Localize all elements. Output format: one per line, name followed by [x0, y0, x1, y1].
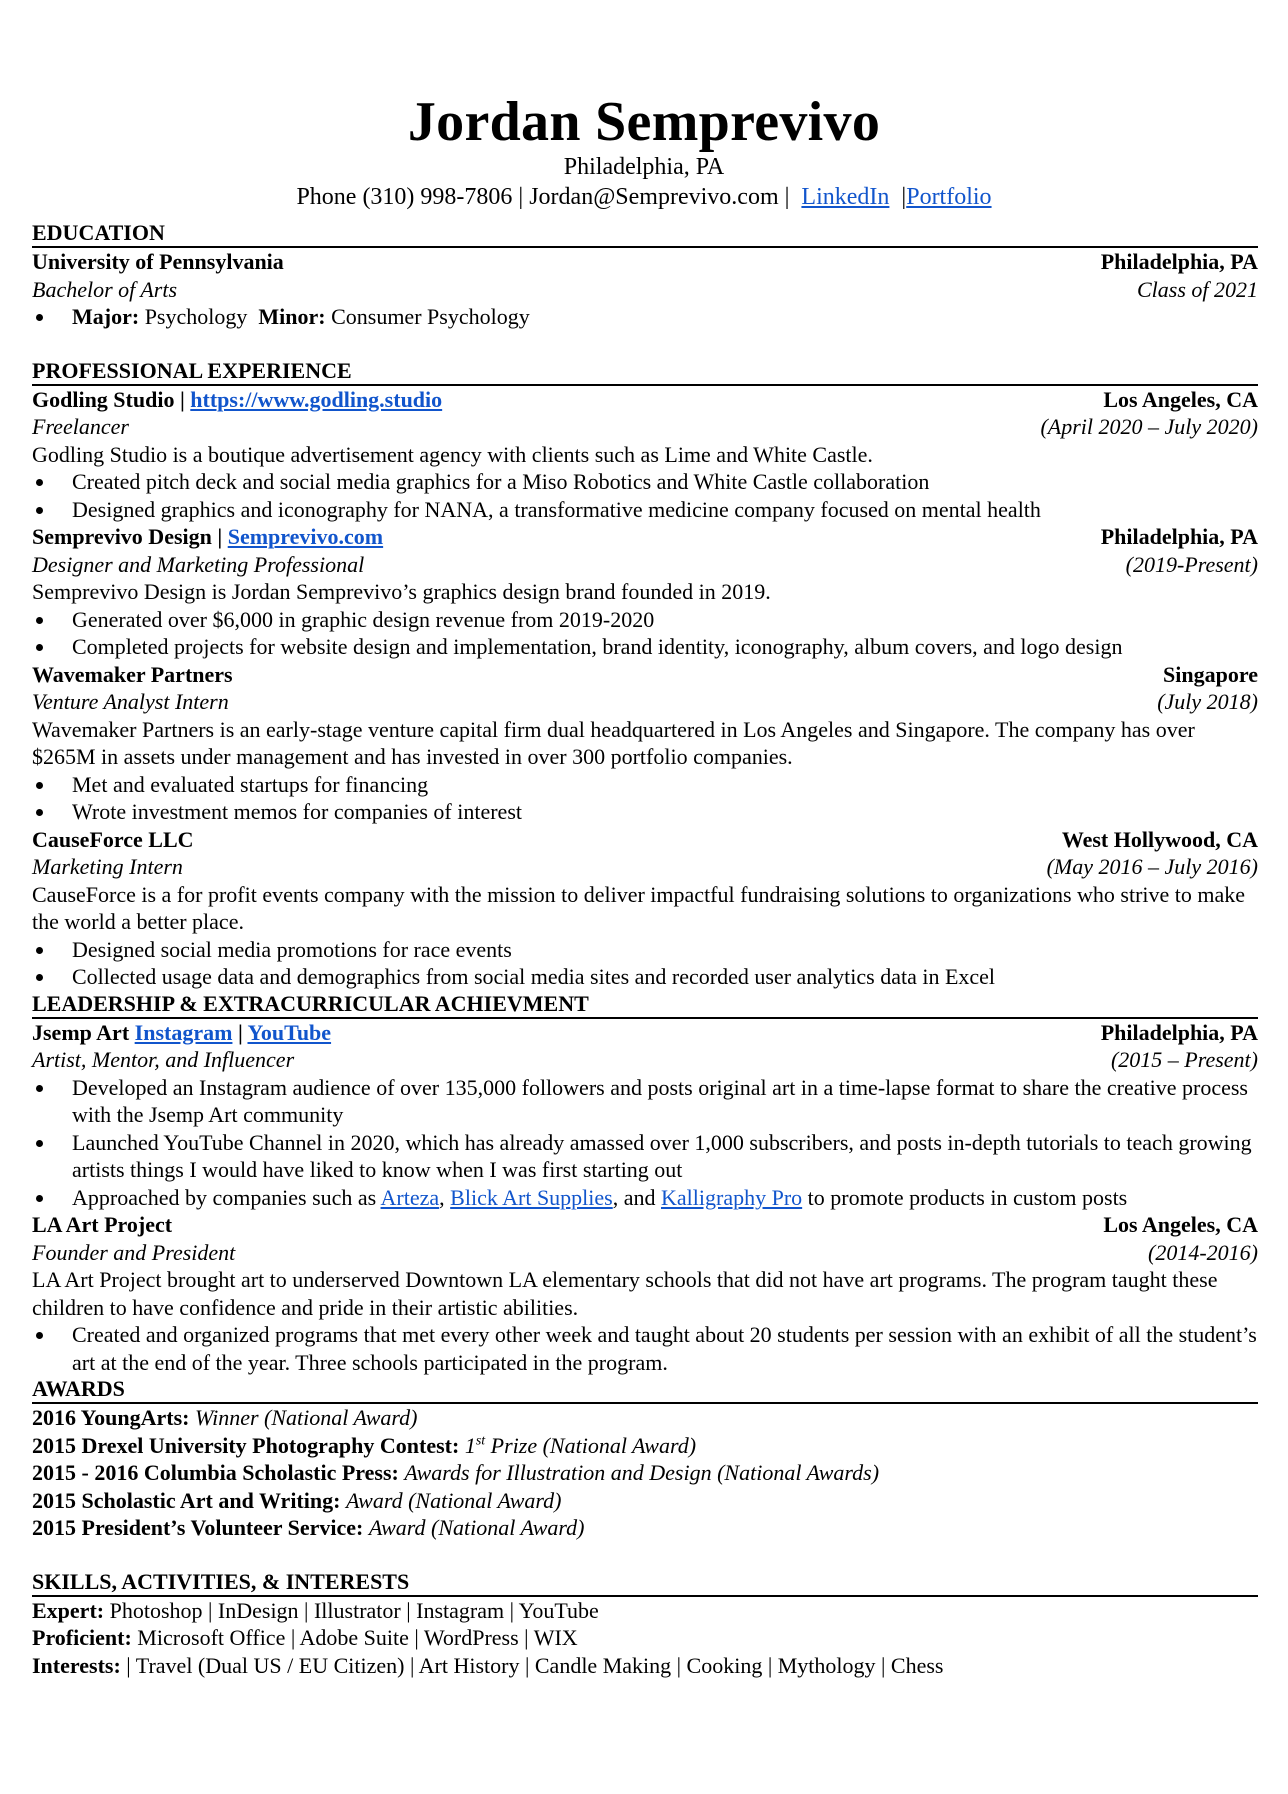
job-dates: (April 2020 – July 2020) — [1040, 414, 1258, 439]
degree: Bachelor of Arts — [32, 276, 178, 302]
job-org-name: Godling Studio | — [32, 386, 185, 412]
bullet-text: Completed projects for website design and implementation, brand identity, iconography, album covers, and logo design — [72, 634, 1123, 659]
job-role-row — [32, 551, 1258, 579]
job-role: Designer and Marketing Professional — [32, 551, 365, 577]
job-role: Venture Analyst Intern — [32, 689, 229, 714]
linkedin-link[interactable]: LinkedIn — [801, 184, 890, 210]
list-item — [32, 798, 1258, 826]
leadership-role-row — [32, 1239, 1258, 1267]
award-name: 2015 Drexel University Photography Contest: — [32, 1432, 460, 1458]
bullet-text: Generated over $6,000 in graphic design revenue from 2019-2020 — [72, 606, 655, 632]
leadership-dates: (2014-2016) — [1148, 1239, 1258, 1265]
section-title-education: EDUCATION — [32, 220, 1258, 248]
leadership-org — [32, 1019, 331, 1047]
list-item — [32, 1184, 1258, 1212]
award-name: 2015 Scholastic Art and Writing: — [32, 1487, 341, 1513]
leadership-header-row — [32, 1211, 1258, 1239]
bullet-text: , and — [612, 1184, 656, 1210]
list-item — [32, 1129, 1258, 1184]
list-item — [32, 936, 1258, 964]
bullet-text: Designed graphics and iconography for NANA, a transformative medicine company focused on mental health — [72, 496, 1041, 522]
job-entry — [32, 661, 1258, 826]
skills-proficient-label: Proficient: — [32, 1625, 132, 1650]
link-separator: | — [237, 1019, 243, 1045]
bullet-text: Launched YouTube Channel in 2020, which has already amassed over 1,000 subscribers, and posts in-depth tutorials to teach growing artists things I would have liked to know when I was first starting out — [72, 1129, 1252, 1182]
leadership-bullets — [32, 1074, 1258, 1212]
skills-interests-label: Interests: — [32, 1652, 121, 1678]
award-detail: Award (National Award) — [345, 1487, 562, 1513]
list-item — [32, 963, 1258, 991]
job-org-link[interactable]: Semprevivo.com — [227, 524, 384, 549]
job-header-row — [32, 661, 1258, 689]
resume-header — [0, 0, 1288, 212]
award-item — [32, 1514, 1258, 1542]
job-role: Marketing Intern — [32, 854, 183, 879]
skills-interests-value: | Travel (Dual US / EU Citizen) | Art History | Candle Making | Cooking | Mythology | Chess — [126, 1652, 944, 1678]
award-detail — [465, 1433, 696, 1458]
education-bullets — [32, 303, 1258, 331]
job-entry — [32, 386, 1258, 524]
leadership-entry-la — [32, 1211, 1258, 1376]
job-location: Singapore — [1163, 661, 1258, 687]
leadership-description: LA Art Project brought art to underserved Downtown LA elementary schools that did not have art programs. The program taught these children to have confidence and pride in their artistic abilities. — [32, 1267, 1218, 1320]
award-detail: Winner (National Award) — [194, 1405, 418, 1430]
blick-link[interactable]: Blick Art Supplies — [450, 1184, 613, 1210]
minor-label: Minor: — [258, 304, 326, 329]
job-dates: (May 2016 – July 2016) — [1046, 854, 1258, 879]
bullet-text: Designed social media promotions for race events — [72, 936, 512, 962]
bullet-text: Collected usage data and demographics from social media sites and recorded user analytics data in Excel — [72, 964, 996, 989]
bullet-text: to promote products in custom posts — [807, 1184, 1128, 1210]
job-bullets — [32, 468, 1258, 523]
award-item — [32, 1404, 1258, 1432]
bullet-text: , — [439, 1184, 445, 1210]
skills-expert — [32, 1597, 1258, 1625]
job-description: Semprevivo Design is Jordan Semprevivo’s graphics design brand founded in 2019. — [32, 579, 771, 604]
job-location: Los Angeles, CA — [1103, 386, 1258, 412]
award-item — [32, 1432, 1258, 1460]
skills-expert-value: Photoshop | InDesign | Illustrator | Instagram | YouTube — [109, 1597, 599, 1623]
minor-value: Consumer Psychology — [331, 304, 530, 329]
section-title-awards: AWARDS — [32, 1376, 1258, 1404]
contact-details: Phone (310) 998-7806 | Jordan@Semprevivo.com | — [296, 184, 790, 210]
award-name: 2016 YoungArts: — [32, 1405, 190, 1430]
leadership-header-row — [32, 1019, 1258, 1047]
education-degree-row — [32, 276, 1258, 304]
skills-expert-label: Expert: — [32, 1597, 105, 1623]
leadership-location: Philadelphia, PA — [1100, 1019, 1258, 1045]
list-item — [32, 1074, 1258, 1129]
skills-proficient — [32, 1624, 1258, 1652]
job-bullets — [32, 936, 1258, 991]
award-detail: Award (National Award) — [368, 1515, 585, 1540]
candidate-location: Philadelphia, PA — [563, 154, 725, 180]
major-value: Psychology — [144, 304, 248, 329]
award-item — [32, 1459, 1258, 1487]
bullet-text: Created and organized programs that met every other week and taught about 20 students per session with an exhibit of all the student’s art at the end of the year. Three schools participated in the program. — [72, 1322, 1257, 1375]
job-bullets — [32, 771, 1258, 826]
job-role-row — [32, 853, 1258, 881]
candidate-name: Jordan Semprevivo — [407, 91, 881, 153]
job-org-name: Wavemaker Partners — [32, 661, 233, 687]
instagram-link[interactable]: Instagram — [134, 1019, 233, 1045]
leadership-role-row — [32, 1046, 1258, 1074]
school-location: Philadelphia, PA — [1100, 249, 1258, 274]
portfolio-link[interactable]: Portfolio — [906, 184, 992, 210]
job-org — [32, 386, 442, 414]
list-item — [32, 303, 1258, 331]
contact-separator: | — [901, 184, 907, 210]
school-name: University of Pennsylvania — [32, 249, 284, 274]
bullet-text: Met and evaluated startups for financing — [72, 771, 429, 797]
youtube-link[interactable]: YouTube — [247, 1019, 332, 1045]
contact-line — [0, 182, 1288, 212]
leadership-role: Founder and President — [32, 1239, 236, 1265]
skills-proficient-value: Microsoft Office | Adobe Suite | WordPress | WIX — [137, 1625, 578, 1650]
job-location: Philadelphia, PA — [1100, 524, 1258, 549]
job-description: Godling Studio is a boutique advertisement agency with clients such as Lime and White Castle. — [32, 441, 873, 467]
award-item — [32, 1487, 1258, 1515]
section-title-skills: SKILLS, ACTIVITIES, & INTERESTS — [32, 1569, 1258, 1597]
job-location: West Hollywood, CA — [1061, 826, 1258, 852]
leadership-dates: (2015 – Present) — [1110, 1047, 1258, 1072]
education-header-row — [32, 248, 1258, 276]
award-detail-text: Prize (National Award) — [490, 1432, 697, 1458]
bullet-text: Wrote investment memos for companies of interest — [72, 799, 522, 824]
award-name: 2015 - 2016 Columbia Scholastic Press: — [32, 1460, 399, 1485]
skills-interests — [32, 1652, 1258, 1680]
job-org-name: CauseForce LLC — [32, 826, 194, 852]
bullet-text: Approached by companies such as — [72, 1184, 377, 1210]
bullet-text: Developed an Instagram audience of over 135,000 followers and posts original art in a time-lapse format to share the creative process with the Jsemp Art community — [72, 1074, 1248, 1127]
section-title-leadership: LEADERSHIP & EXTRACURRICULAR ACHIEVMENT — [32, 991, 1258, 1019]
leadership-org-name: LA Art Project — [32, 1212, 173, 1237]
arteza-link[interactable]: Arteza — [380, 1184, 440, 1210]
job-header-row — [32, 523, 1258, 551]
award-detail: Awards for Illustration and Design (National Awards) — [404, 1460, 880, 1485]
award-place: 1 — [464, 1432, 476, 1458]
list-item — [32, 496, 1258, 524]
job-dates: (July 2018) — [1157, 689, 1258, 714]
leadership-role: Artist, Mentor, and Influencer — [32, 1047, 295, 1072]
list-item — [32, 771, 1258, 799]
list-item — [32, 468, 1258, 496]
list-item — [32, 606, 1258, 634]
section-title-experience: PROFESSIONAL EXPERIENCE — [32, 358, 1258, 386]
job-role-row — [32, 413, 1258, 441]
bullet-text: Created pitch deck and social media graphics for a Miso Robotics and White Castle collaboration — [72, 469, 930, 494]
job-dates: (2019-Present) — [1125, 551, 1258, 577]
award-name: 2015 President’s Volunteer Service: — [32, 1515, 364, 1540]
job-org-link[interactable]: https://www.godling.studio — [190, 386, 443, 412]
leadership-bullets — [32, 1321, 1258, 1376]
job-org-name: Semprevivo Design | — [32, 524, 223, 549]
kalligraphy-link[interactable]: Kalligraphy Pro — [661, 1184, 803, 1210]
job-header-row — [32, 826, 1258, 854]
job-org — [32, 523, 383, 551]
leadership-location: Los Angeles, CA — [1103, 1212, 1258, 1237]
job-entry — [32, 826, 1258, 991]
graduation-year: Class of 2021 — [1136, 276, 1258, 302]
award-place-suffix: st — [475, 1433, 486, 1449]
job-description: Wavemaker Partners is an early-stage venture capital firm dual headquartered in Los Angeles and Singapore. The company has over $265M in assets under management and has invested in over 300 portfolio companies. — [32, 716, 1195, 769]
job-role: Freelancer — [32, 414, 129, 439]
list-item — [32, 633, 1258, 661]
major-label: Major: — [72, 304, 140, 329]
list-item — [32, 1321, 1258, 1376]
job-bullets — [32, 606, 1258, 661]
job-header-row — [32, 386, 1258, 414]
leadership-entry-jsemp — [32, 1019, 1258, 1212]
job-description: CauseForce is a for profit events company with the mission to deliver impactful fundraising solutions to organizations who strive to make the world a better place. — [32, 881, 1246, 934]
job-entry — [32, 523, 1258, 661]
job-role-row — [32, 688, 1258, 716]
leadership-org-name: Jsemp Art — [32, 1019, 130, 1045]
resume-content — [32, 220, 1258, 1679]
